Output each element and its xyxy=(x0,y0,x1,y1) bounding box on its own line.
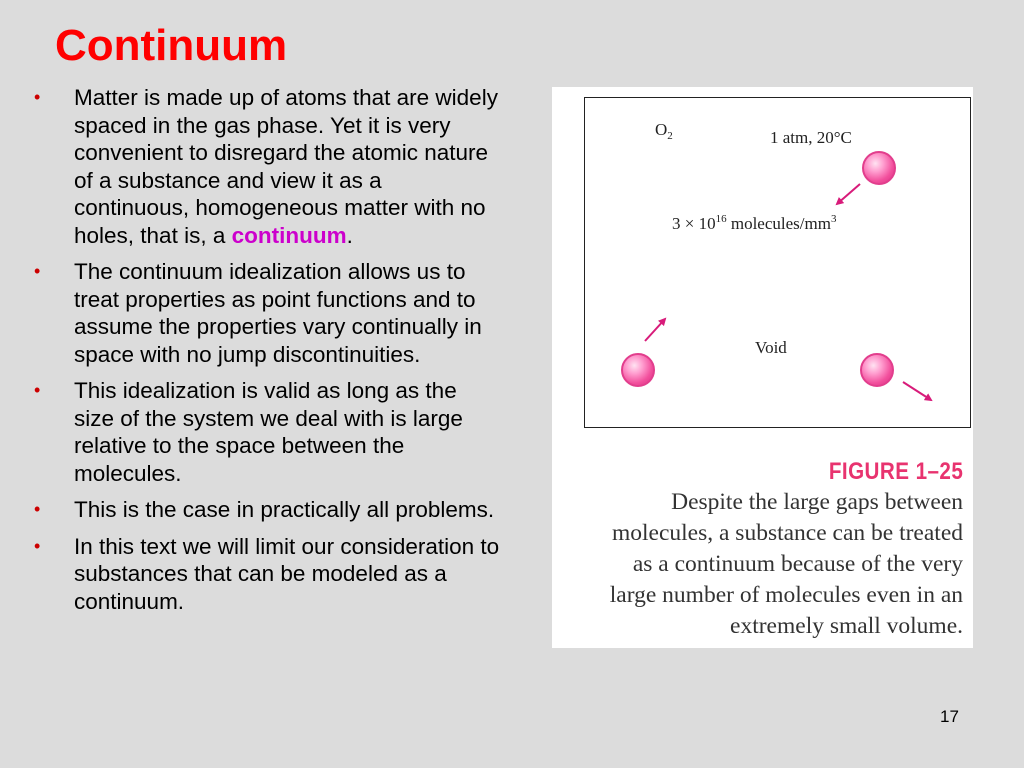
bullet-item xyxy=(30,377,500,487)
arrow-icon xyxy=(837,184,860,204)
bullet-marker: • xyxy=(34,87,41,107)
caption-line: as a continuum because of the very xyxy=(632,551,963,577)
gas-label: $O_2$ xyxy=(655,120,673,142)
bullet-marker: • xyxy=(34,499,41,519)
bullet-text-end: . xyxy=(346,222,353,248)
motion-arrows xyxy=(585,98,972,429)
bullet-text: In this text we will limit our consideration to substances that can be modeled as a continuum. xyxy=(74,533,500,614)
figure-caption xyxy=(533,487,963,642)
caption-line: extremely small volume. xyxy=(730,613,963,639)
highlighted-term: continuum xyxy=(231,222,347,248)
figure-label: FIGURE 1–25 xyxy=(828,458,963,485)
bullet-text: This idealization is valid as long as the size of the system we deal with is large relative to the space between the molecules. xyxy=(74,378,463,486)
bullet-item xyxy=(30,258,500,368)
void-label: Void xyxy=(755,338,787,357)
caption-line: large number of molecules even in an xyxy=(609,582,963,608)
slide-title: Continuum xyxy=(55,21,288,70)
arrow-icon xyxy=(645,319,665,341)
molecule-diagram xyxy=(584,97,971,428)
density-label: $3 \times 10^{16}$ molecules/$mm^3$ xyxy=(672,213,837,233)
arrow-icon xyxy=(903,382,931,400)
caption-line: molecules, a substance can be treated xyxy=(611,520,963,546)
bullet-marker: • xyxy=(34,535,41,556)
bullet-item xyxy=(30,496,500,524)
bullet-item xyxy=(30,533,500,616)
bullet-text: Matter is made up of atoms that are widely spaced in the gas phase. Yet it is very convenient to disregard the atomic nature of a substance and view it as a continuous, homogeneous matter with no holes, that is, a xyxy=(74,85,498,248)
bullet-marker: • xyxy=(34,380,41,400)
bullet-marker: • xyxy=(34,261,41,281)
page-number: 17 xyxy=(940,707,959,726)
caption-line: Despite the large gaps between xyxy=(671,489,963,515)
bullet-item xyxy=(30,84,500,249)
bullet-text: The continuum idealization allows us to treat properties as point functions and to assume the properties vary continually in space with no jump discontinuities. xyxy=(74,259,482,367)
bullet-list xyxy=(30,84,500,624)
bullet-text: This is the case in practically all problems. xyxy=(74,497,495,522)
figure-panel xyxy=(552,87,973,648)
conditions-label: 1 atm, 20°C xyxy=(770,128,852,147)
